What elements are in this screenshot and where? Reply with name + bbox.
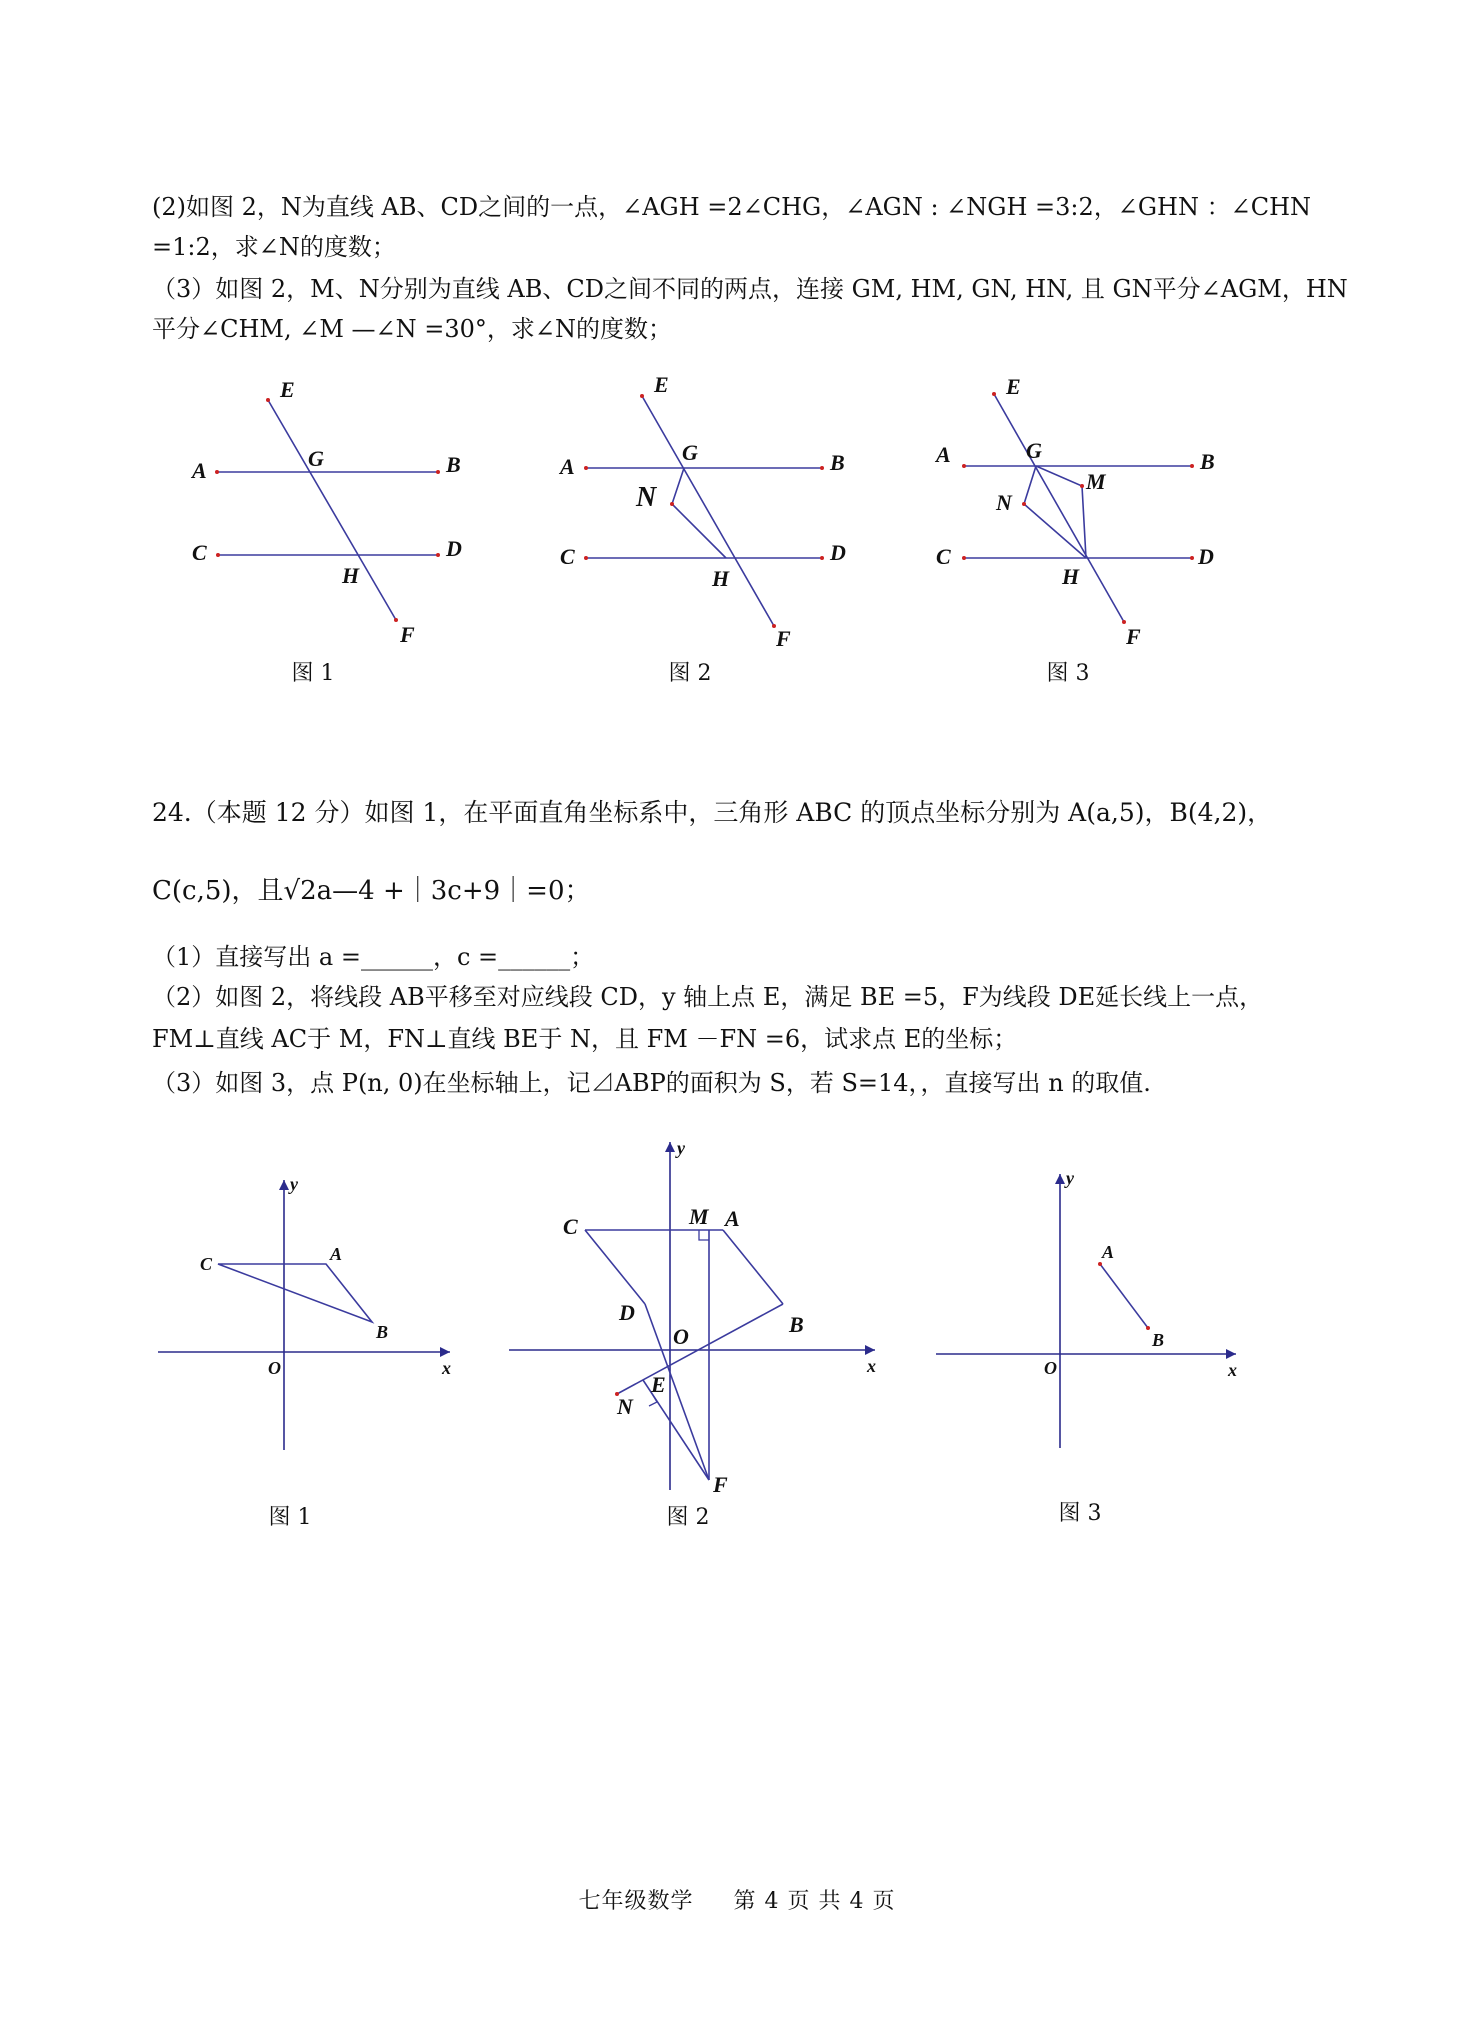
q24-fig2-x-label: x — [867, 1356, 876, 1376]
q24-part1: （1）直接写出 a =______，c =______； — [152, 943, 595, 971]
fig1-label-F: F — [400, 622, 415, 647]
q24-fig2-origin-label: O — [673, 1324, 689, 1349]
q23-part2-line2: =1:2，求∠N的度数； — [152, 233, 396, 261]
q24-fig2-label-B: B — [789, 1312, 804, 1337]
q24-fig2-y-label: y — [677, 1138, 685, 1158]
fig1-label-E: E — [280, 377, 295, 402]
q24-fig2-label-F: F — [713, 1472, 728, 1497]
fig2-label-D: D — [830, 540, 846, 565]
q24-fig2-label-D: D — [619, 1300, 635, 1325]
fig2-label-E: E — [654, 372, 669, 397]
footer-subject: 七年级数学 — [578, 1889, 694, 1914]
q24-fig1-y-label: y — [290, 1174, 298, 1194]
q23-figure-3 — [930, 370, 1240, 650]
fig2-label-F: F — [776, 626, 791, 651]
footer-page-number: 第 4 页 共 4 页 — [733, 1889, 896, 1914]
q23-part3-line2: 平分∠CHM, ∠M —∠N =30°，求∠N的度数； — [152, 315, 673, 343]
fig2-label-B: B — [830, 450, 845, 475]
q24-fig3-origin-label: O — [1044, 1358, 1057, 1378]
q23-figure-1 — [180, 370, 480, 650]
q23-part2-line1: (2)如图 2，N为直线 AB、CD之间的一点，∠AGH =2∠CHG，∠AGN : ∠NGH =3:2，∠GHN ：∠CHN — [152, 193, 1311, 221]
fig3-label-A: A — [936, 442, 951, 467]
q23-part3-line1: （3）如图 2，M、N分别为直线 AB、CD之间不同的两点，连接 GM, HM, GN, HN, 且 GN平分∠AGM，HN — [152, 275, 1348, 303]
q24-fig2-label-E: E — [651, 1372, 666, 1397]
q24-part2-line1: （2）如图 2，将线段 AB平移至对应线段 CD，y 轴上点 E，满足 BE =5，F为线段 DE延长线上一点， — [152, 983, 1264, 1011]
q24-fig2-label-M: M — [689, 1204, 709, 1229]
q24-fig1-label-C: C — [200, 1254, 213, 1274]
q24-figure-3-caption: 图 3 — [1058, 1501, 1102, 1526]
q24-line1: 24.（本题 12 分）如图 1，在平面直角坐标系中，三角形 ABC 的顶点坐标分别为 A(a,5)，B(4,2)， — [152, 798, 1273, 827]
fig3-label-B: B — [1200, 449, 1215, 474]
q24-figure-1 — [150, 1160, 470, 1460]
fig1-label-G: G — [308, 446, 324, 471]
q24-part2-line2: FM⊥直线 AC于 M，FN⊥直线 BE于 N，且 FM －FN =6，试求点 E的坐标； — [152, 1025, 1018, 1053]
fig2-label-H: H — [712, 566, 730, 591]
q24-fig2-label-C: C — [563, 1214, 578, 1239]
q24-figure-2 — [505, 1130, 905, 1500]
q24-fig1-x-label: x — [442, 1358, 451, 1378]
q23-figure-1-caption: 图 1 — [291, 661, 335, 686]
q23-figure-2-caption: 图 2 — [668, 661, 712, 686]
fig3-label-D: D — [1198, 544, 1214, 569]
fig1-label-B: B — [446, 452, 461, 477]
q24-fig2-label-A: A — [725, 1206, 740, 1231]
page-footer — [0, 1884, 1474, 1915]
fig3-label-N: N — [996, 490, 1012, 515]
fig2-label-G: G — [682, 440, 698, 465]
q23-figure-2 — [550, 370, 870, 650]
fig2-label-N: N — [636, 482, 657, 513]
fig1-label-H: H — [342, 563, 360, 588]
fig1-label-A: A — [192, 458, 207, 483]
q24-part3: （3）如图 3，点 P(n, 0)在坐标轴上，记⊿ABP的面积为 S，若 S=14，，直接写出 n 的取值. — [152, 1069, 1151, 1097]
fig3-label-G: G — [1026, 438, 1042, 463]
fig3-label-H: H — [1062, 564, 1080, 589]
q24-fig3-x-label: x — [1228, 1360, 1237, 1380]
q24-fig3-label-B: B — [1152, 1330, 1165, 1350]
fig3-label-F: F — [1126, 624, 1141, 649]
fig1-label-C: C — [192, 540, 207, 565]
q24-fig2-label-N: N — [617, 1394, 633, 1419]
q24-figure-1-caption: 图 1 — [268, 1505, 312, 1530]
q24-line2: C(c,5)，且√2a—4 +｜3c+9｜=0； — [152, 876, 591, 906]
fig3-label-M: M — [1086, 469, 1106, 494]
q24-fig3-y-label: y — [1066, 1168, 1074, 1188]
fig3-label-E: E — [1006, 374, 1021, 399]
fig1-label-D: D — [446, 536, 462, 561]
q23-figure-3-caption: 图 3 — [1046, 661, 1090, 686]
fig2-label-A: A — [560, 454, 575, 479]
q24-figure-2-caption: 图 2 — [666, 1505, 710, 1530]
q24-fig3-label-A: A — [1102, 1242, 1115, 1262]
q24-fig1-label-B: B — [376, 1322, 389, 1342]
q24-fig1-origin-label: O — [268, 1358, 281, 1378]
fig2-label-C: C — [560, 544, 575, 569]
q24-figure-3 — [930, 1160, 1250, 1460]
fig3-label-C: C — [936, 544, 951, 569]
q24-fig1-label-A: A — [330, 1244, 343, 1264]
